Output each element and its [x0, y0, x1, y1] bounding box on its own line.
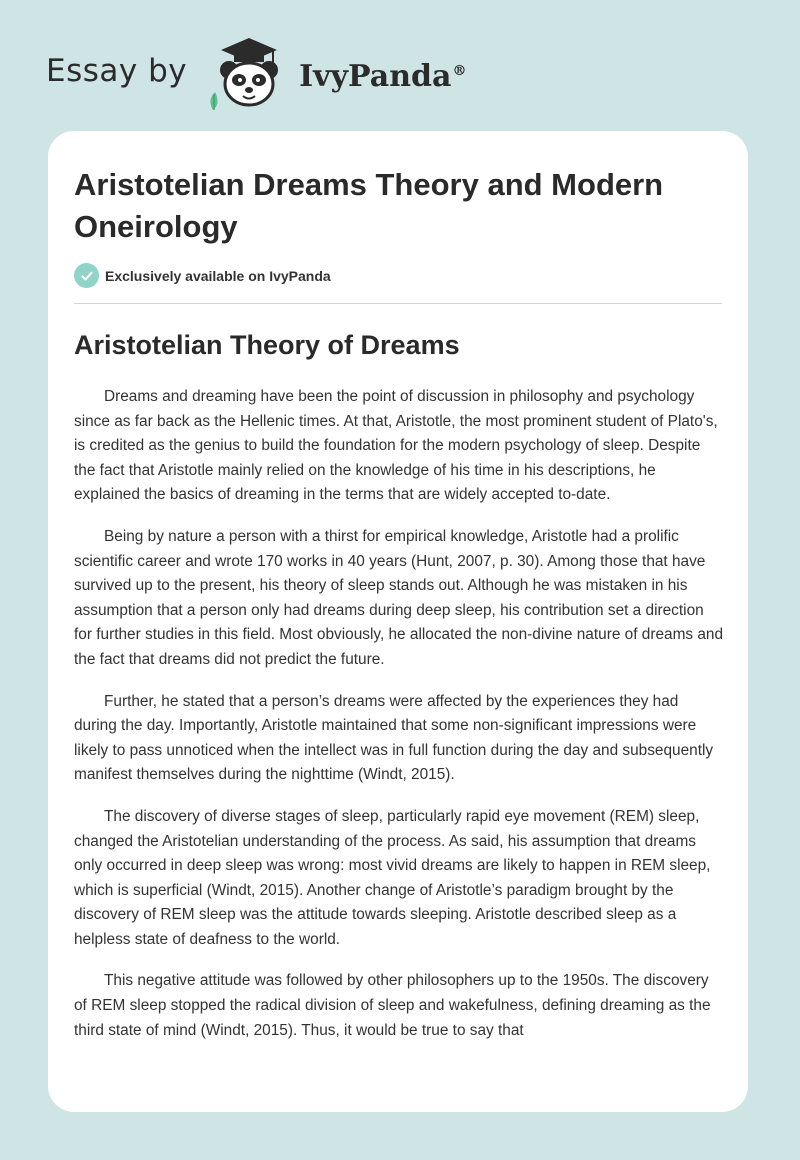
essay-by-label: Essay by [46, 53, 188, 89]
article-title: Aristotelian Dreams Theory and Modern Oneirology [74, 167, 664, 244]
article-body [74, 385, 724, 1060]
exclusive-badge-text: Exclusively available on IvyPanda [105, 267, 331, 284]
exclusive-badge [74, 263, 331, 288]
panda-graduate-icon [203, 34, 295, 114]
paragraph: The discovery of diverse stages of sleep, particularly rapid eye movement (REM) sleep, changed the Aristotelian understanding of the process. As said, his assumption that dreams only occurred in deep sleep was wrong: most vivid dreams are likely to happen in REM sleep, which is superficial (Windt, 2015). Another change of Aristotle’s paradigm brought by the discovery of REM sleep was the attitude towards sleeping. Aristotle described sleep as a helpless state of deafness to the world. [74, 807, 711, 948]
brand-name[interactable]: IvyPanda® [299, 58, 467, 94]
paragraph: Dreams and dreaming have been the point of discussion in philosophy and psychology since as far back as the Hellenic times. At that, Aristotle, the most prominent student of Plato's, is credited as the genius to build the foundation for the modern psychology of sleep. Despite the fact that Aristotle mainly relied on the knowledge of his time in his descriptions, he explained the basics of dreaming in the terms that are widely accepted to-date. [74, 388, 718, 504]
site-header [46, 34, 466, 114]
paragraph: Further, he stated that a person’s dreams were affected by the experiences they had during the day. Importantly, Aristotle maintained that some non-significant impressions were likely to pass unnoticed when the intellect was in full function during the day and subsequently manifest themselves during the nighttime (Windt, 2015). [74, 692, 714, 784]
registered-mark: ® [452, 62, 467, 79]
divider [74, 303, 722, 304]
paragraph: Being by nature a person with a thirst for empirical knowledge, Aristotle had a prolific scientific career and wrote 170 works in 40 years (Hunt, 2007, p. 30). Among those that have survived up to the present, his theory of sleep stands out. Although he was mistaken in his assumption that a person only had dreams during deep sleep, his contribution set a direction for further studies in this field. Most obviously, he allocated the non-divine nature of dreams and the fact that dreams did not predict the future. [74, 527, 724, 668]
article-card [48, 131, 748, 1112]
check-circle-icon [74, 263, 99, 288]
section-heading: Aristotelian Theory of Dreams [74, 330, 460, 360]
paragraph: This negative attitude was followed by other philosophers up to the 1950s. The discovery of REM sleep stopped the radical division of sleep and wakefulness, defining dreaming as the third state of mind (Windt, 2015). Thus, it would be true to say that [74, 972, 711, 1039]
